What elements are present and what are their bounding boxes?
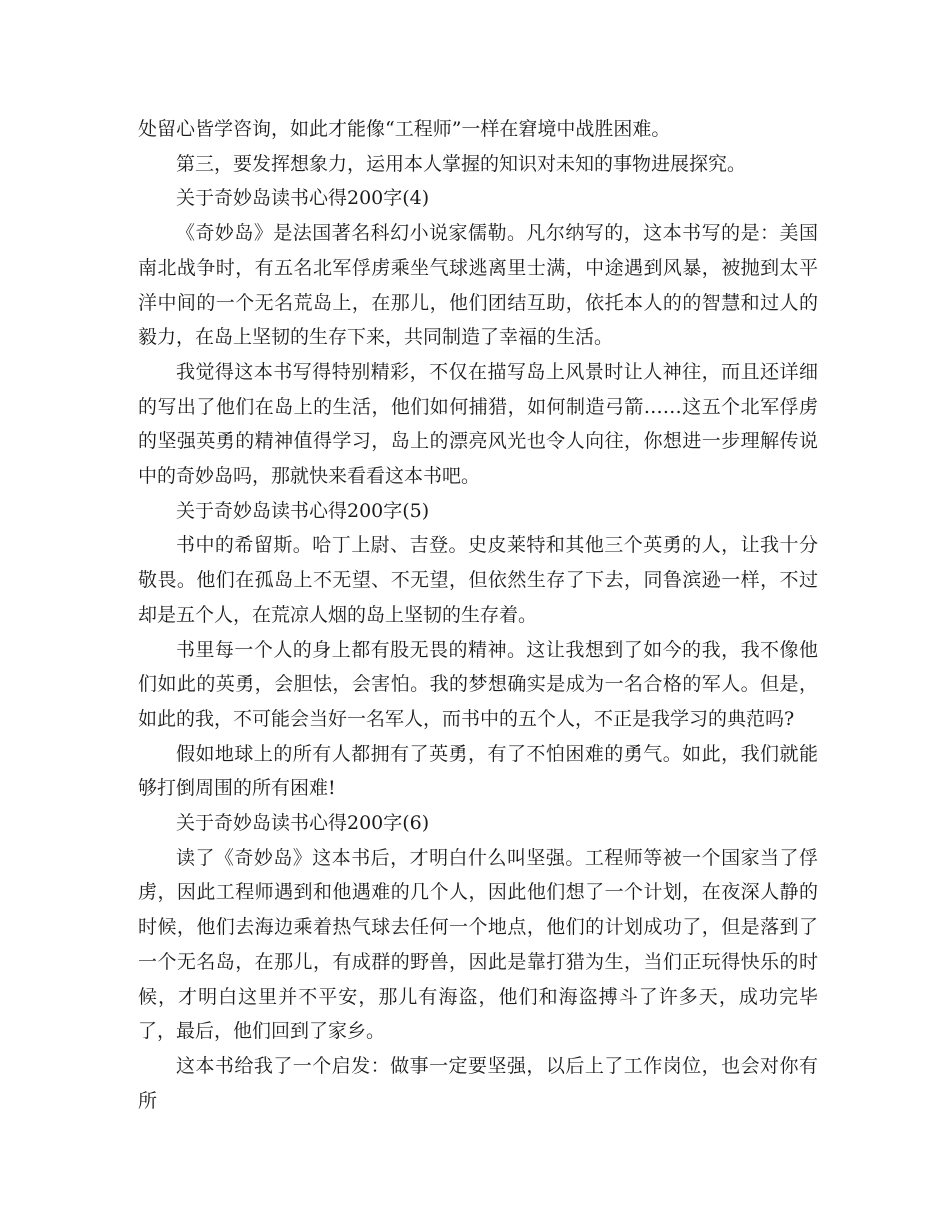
paragraph-continuation: 处留心皆学咨询，如此才能像“工程师”一样在窘境中战胜困难。 — [138, 118, 671, 140]
section-heading-6: 关于奇妙岛读书心得200字(6) — [176, 812, 430, 835]
paragraph: 读了《奇妙岛》这本书后，才明白什么叫坚强。工程师等被一个国家当了俘虏，因此工程师遇到和他遇难的几个人，因此他们想了一个计划，在夜深人静的时候，他们去海边乘着热气球去任何一个地点，他们的计划成功了，但是落到了一个无名岛，在那儿，有成群的野兽，因此是靠打猎为生，当们正玩得快乐的时候，才明白这里并不平安，那儿有海盗，他们和海盗搏斗了许多天，成功完毕了，最后，他们回到了家乡。 — [138, 846, 818, 1043]
section-heading-4: 关于奇妙岛读书心得200字(4) — [176, 187, 430, 210]
document-body — [138, 112, 818, 1118]
paragraph: 假如地球上的所有人都拥有了英勇，有了不怕困难的勇气。如此，我们就能够打倒周围的所有困难! — [138, 742, 818, 800]
paragraph: 第三，要发挥想象力，运用本人掌握的知识对未知的事物进展探究。 — [176, 152, 747, 175]
paragraph: 我觉得这本书写得特别精彩，不仅在描写岛上风景时让人神往，而且还详细的写出了他们在岛上的生活，他们如何捕猎，如何制造弓箭……这五个北军俘虏的坚强英勇的精神值得学习，岛上的漂亮风光也令人向往，你想进一步理解传说中的奇妙岛吗，那就快来看看这本书吧。 — [138, 360, 818, 488]
paragraph: 《奇妙岛》是法国著名科幻小说家儒勒。凡尔纳写的，这本书写的是：美国南北战争时，有五名北军俘虏乘坐气球逃离里士满，中途遇到风暴，被抛到太平洋中间的一个无名荒岛上，在那儿，他们团结互助，依托本人的的智慧和过人的毅力，在岛上坚韧的生存下来，共同制造了幸福的生活。 — [138, 222, 818, 349]
paragraph: 书里每一个人的身上都有股无畏的精神。这让我想到了如今的我，我不像他们如此的英勇，会胆怯，会害怕。我的梦想确实是成为一名合格的军人。但是，如此的我，不可能会当好一名军人，而书中的五个人，不正是我学习的典范吗? — [138, 638, 818, 730]
paragraph: 这本书给我了一个启发：做事一定要坚强，以后上了工作岗位，也会对你有所 — [138, 1054, 818, 1112]
section-heading-5: 关于奇妙岛读书心得200字(5) — [176, 499, 430, 522]
paragraph: 书中的希留斯。哈丁上尉、吉登。史皮莱特和其他三个英勇的人，让我十分敬畏。他们在孤岛上不无望、不无望，但依然生存了下去，同鲁滨逊一样，不过却是五个人，在荒凉人烟的岛上坚韧的生存着。 — [138, 534, 818, 626]
